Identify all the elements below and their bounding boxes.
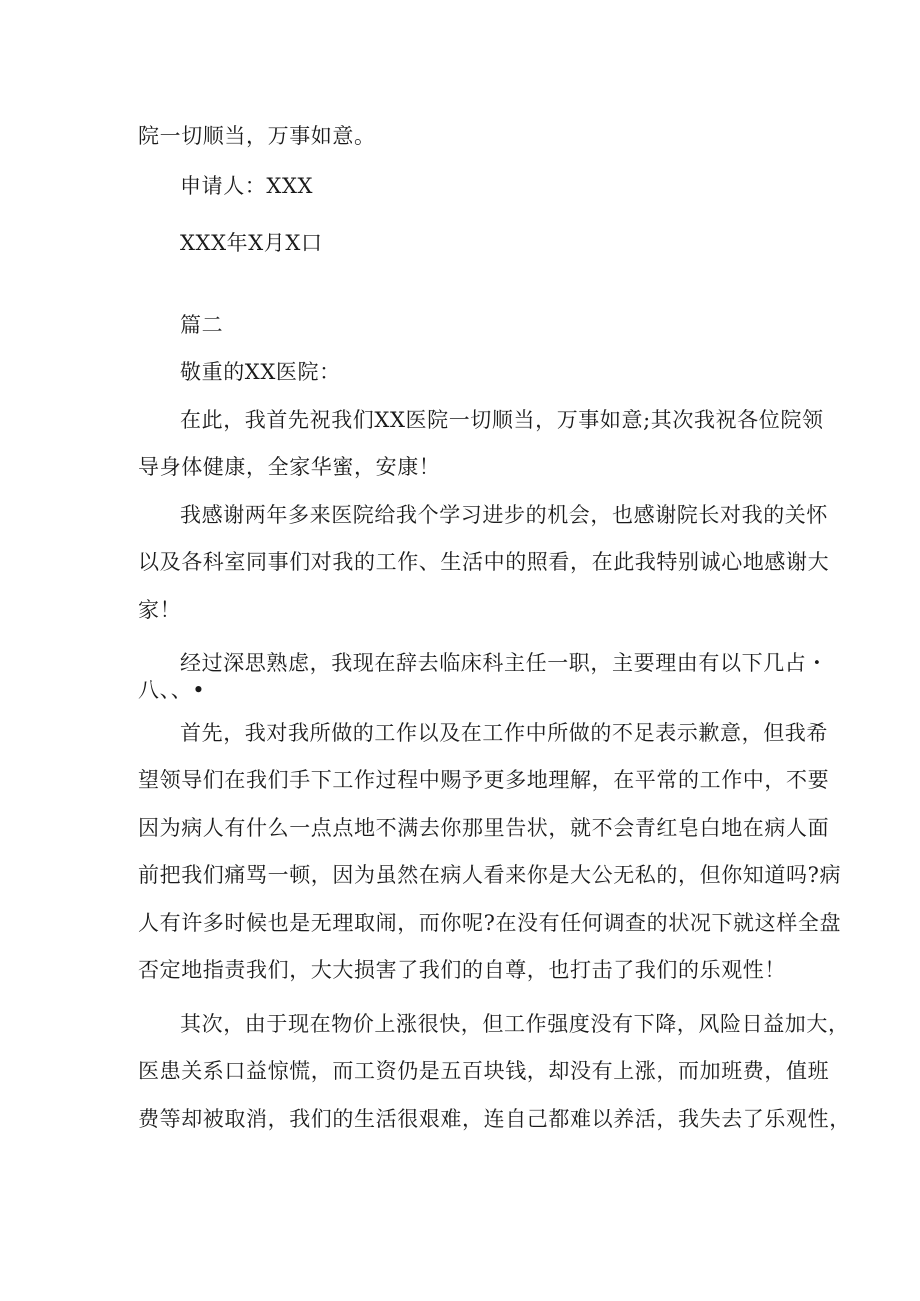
- text-line: 八、、•: [138, 678, 206, 702]
- signature-date: XXX年X月X口: [180, 231, 323, 255]
- text-line: 否定地指责我们，大大损害了我们的自尊，也打击了我们的乐观性！: [138, 958, 786, 982]
- text-line: 院一切顺当，万事如意。: [138, 124, 376, 148]
- text-line: 经过深思熟虑，我现在辞去临床科主任一职，主要理由有以下几占・: [180, 651, 828, 675]
- text-line: 其次，由于现在物价上涨很快，但工作强度没有下降，风险日益加大，: [180, 1012, 850, 1036]
- text-line: 导身体健康，全家华蜜，安康！: [138, 455, 441, 479]
- text-line: 我感谢两年多来医院给我个学习进步的机会，也感谢院长对我的关怀: [180, 503, 828, 527]
- text-line: 家！: [138, 598, 182, 622]
- text-line: 医患关系口益惊慌，而工资仍是五百块钱，却没有上涨，而加班费，值班: [138, 1059, 830, 1083]
- section-heading: 篇二: [180, 313, 224, 337]
- text-line: 因为病人有什么一点点地不满去你那里告状，就不会青红皂白地在病人面: [138, 816, 830, 840]
- text-line: 人有许多时候也是无理取闹，而你呢?在没有任何调查的状况下就这样全盘: [138, 911, 842, 935]
- text-line: 在此，我首先祝我们XX医院一切顺当，万事如意;其次我祝各位院领: [180, 408, 824, 432]
- text-line: 首先，我对我所做的工作以及在工作中所做的不足表示歉意，但我希: [180, 721, 828, 745]
- applicant-signature: 申请人：XXX: [180, 174, 314, 198]
- text-line: 前把我们痛骂一顿，因为虽然在病人看来你是大公无私的，但你知道吗?病: [138, 863, 842, 887]
- text-line: 望领导们在我们手下工作过程中赐予更多地理解，在平常的工作中，不要: [138, 768, 830, 792]
- text-line: 以及各科室同事们对我的工作、生活中的照看，在此我特别诚心地感谢大: [138, 550, 830, 574]
- text-line: 费等却被取消，我们的生活很艰难，连自己都难以养活，我失去了乐观性，: [138, 1107, 851, 1131]
- salutation: 敬重的XX医院：: [180, 360, 341, 384]
